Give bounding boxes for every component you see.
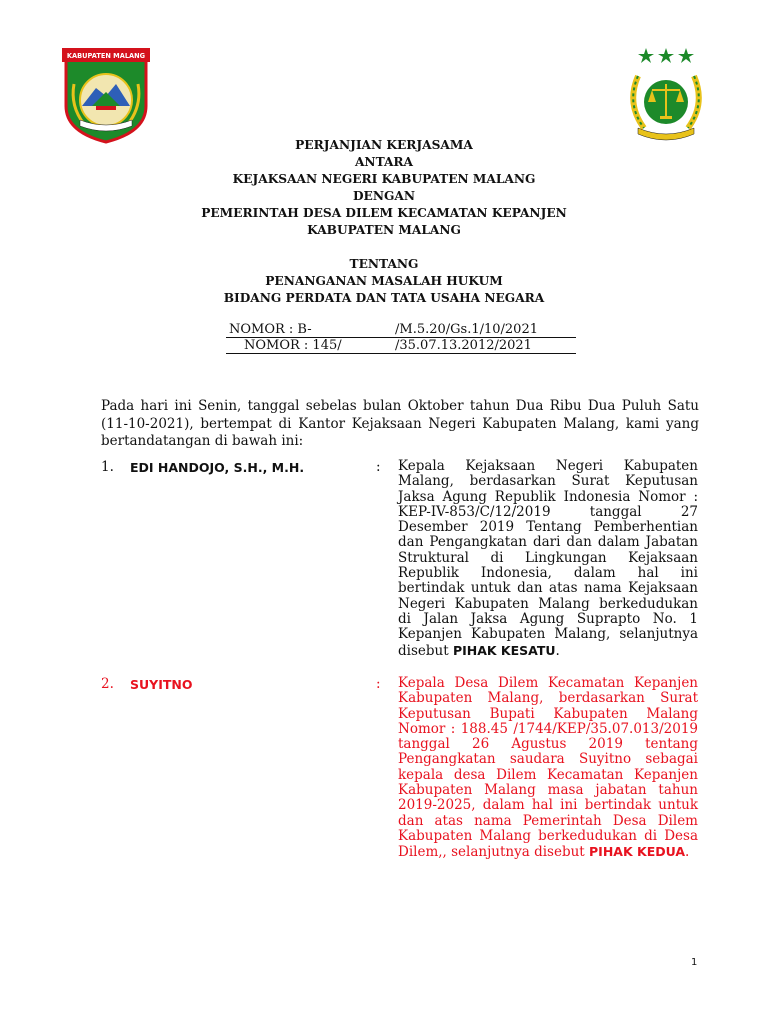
opening-paragraph: Pada hari ini Senin, tanggal sebelas bulan Oktober tahun Dua Ribu Dua Puluh Satu (11-10-2021), bertempat di Kantor Kejaksaan Negeri Kabupaten Malang, kami yang bertandatangan di bawah ini: (101, 398, 699, 449)
party-1-end: . (555, 642, 560, 659)
nomor-1-label: NOMOR : B- (229, 322, 312, 337)
party-2-pihak: PIHAK KEDUA (589, 844, 686, 860)
party-1-number: 1. (101, 459, 114, 475)
party-2-end: . (685, 844, 690, 861)
title-line-7: TENTANG (349, 257, 419, 271)
title-line-6: KABUPATEN MALANG (307, 223, 461, 237)
party-2-description (398, 676, 698, 861)
party-1-description (398, 459, 698, 659)
title-line-2: ANTARA (354, 155, 414, 169)
title-line-1: PERJANJIAN KERJASAMA (295, 138, 473, 152)
nomor-1-value: /M.5.20/Gs.1/10/2021 (395, 322, 538, 337)
svg-text:KABUPATEN MALANG: KABUPATEN MALANG (66, 52, 146, 60)
page-number: 1 (691, 957, 698, 968)
party-1-pihak: PIHAK KESATU (452, 642, 556, 658)
party-1-colon: : (376, 459, 381, 475)
party-2-colon: : (376, 676, 381, 692)
party-2-name: SUYITNO (130, 677, 193, 692)
party-2-number: 2. (101, 676, 114, 692)
title-line-8: PENANGANAN MASALAH HUKUM (265, 274, 503, 288)
nomor-2-value: /35.07.13.2012/2021 (395, 338, 532, 353)
party-2-desc-text: Kepala Desa Dilem Kecamatan Kepanjen Kabupaten Malang, berdasarkan Surat Keputusan Bupati Kabupaten Malang Nomor : 188.45 /1744/KEP/35.07.013/2019 tanggal 26 Agustus 2019 tentang Pengangkatan saudara Suyitno sebagai kepala desa Dilem Kecamatan Kepanjen Kabupaten Malang masa jabatan tahun 2019-2025, dalam hal ini bertindak untuk dan atas nama Pemerintah Desa Dilem Kabupaten Malang berkedudukan di Desa Dilem,, selanjutnya disebut (398, 675, 698, 861)
title-line-3: KEJAKSAAN NEGERI KABUPATEN MALANG (232, 172, 536, 186)
kejaksaan-logo (624, 46, 708, 142)
nomor-2-underline (226, 353, 576, 354)
nomor-2-label: NOMOR : 145/ (244, 338, 342, 353)
document-title (0, 137, 768, 307)
party-1-name: EDI HANDOJO, S.H., M.H. (130, 460, 305, 475)
party-1-desc-text: Kepala Kejaksaan Negeri Kabupaten Malang, berdasarkan Surat Keputusan Jaksa Agung Republik Indonesia Nomor : KEP-IV-853/C/12/2019 tanggal 27 Desember 2019 Tentang Pemberhentian dan Pengangkatan dari dan dalam Jabatan Struktural di Lingkungan Kejaksaan Republik Indonesia, dalam hal ini bertindak untuk dan atas nama Kejaksaan Negeri Kabupaten Malang berkedudukan di Jalan Jaksa Agung Suprapto No. 1 Kepanjen Kabupaten Malang, selanjutnya disebut (398, 458, 698, 659)
title-line-9: BIDANG PERDATA DAN TATA USAHA NEGARA (223, 291, 545, 305)
title-line-5: PEMERINTAH DESA DILEM KECAMATAN KEPANJEN (201, 206, 567, 220)
title-line-4: DENGAN (352, 189, 415, 203)
kabupaten-malang-logo (62, 44, 150, 144)
